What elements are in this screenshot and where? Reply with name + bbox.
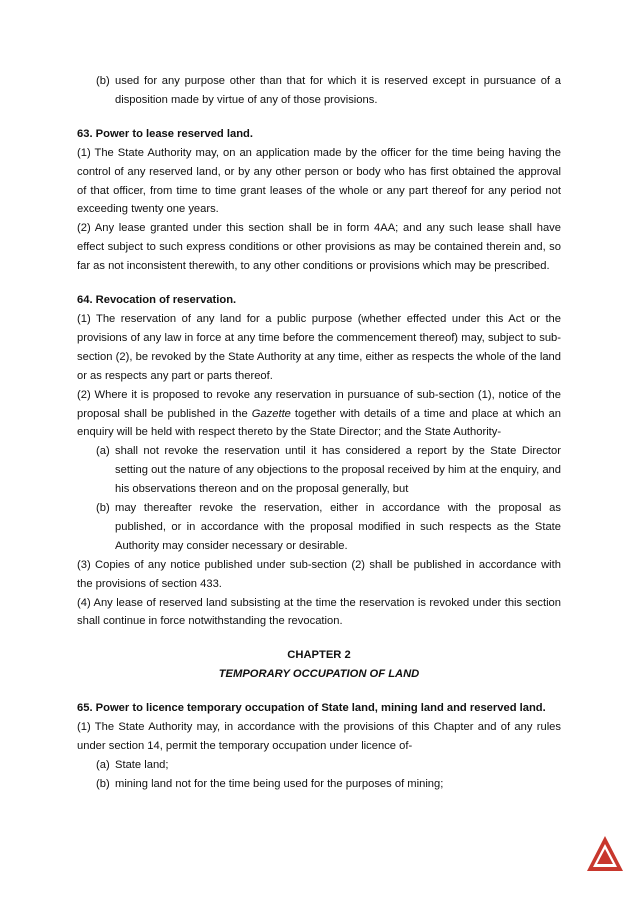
list-item-a	[77, 442, 561, 499]
section-64-subsection-4: (4) Any lease of reserved land subsisting at the time the reservation is revoked under this section shall continue in force notwithstanding the revocation.	[77, 596, 561, 628]
text-span: (2) Where it is proposed to revoke any reservation in pursuance of sub-section (1), notice of the proposal shall be published in the	[77, 388, 561, 420]
list-item-a	[77, 756, 561, 775]
chapter-title: CHAPTER 2	[287, 649, 351, 662]
list-item-b	[77, 775, 561, 794]
item-label: (a)	[96, 445, 110, 458]
item-label: (b)	[96, 502, 110, 515]
list-item-b	[77, 499, 561, 556]
section-64-subsection-1: (1) The reservation of any land for a public purpose (whether effected under this Act or the provisions of any law in force at any time before the commencement thereof) may, subject to sub-section (2), be revoked by the State Authority at any time, either as respects the whole of the land or as respects any part or parts thereof.	[77, 312, 561, 382]
section-64-subsection-3: (3) Copies of any notice published under sub-section (2) shall be published in accordance with the provisions of section 433.	[77, 558, 561, 590]
item-label: (b)	[96, 75, 110, 87]
section-63-subsection-2: (2) Any lease granted under this section shall be in form 4AA; and any such lease shall have effect subject to such express conditions or other provisions as may be contained therein and, so far as not inconsistent therewith, to any other conditions or provisions which may be prescribed.	[77, 222, 561, 273]
item-label: (a)	[96, 758, 110, 771]
section-65-heading: 65. Power to licence temporary occupation of State land, mining land and reserved land.	[77, 702, 546, 715]
section-64-heading: 64. Revocation of reservation.	[77, 294, 237, 307]
document-body	[77, 72, 561, 794]
item-text: mining land not for the time being used for the purposes of mining;	[115, 777, 444, 790]
gazette-italic: Gazette	[251, 407, 291, 420]
item-text: may thereafter revoke the reservation, either in accordance with the proposal as published, or in accordance with the proposal modified in such respects as the State Authority may consider necessary or desirable.	[115, 502, 561, 552]
item-text: shall not revoke the reservation until it has considered a report by the State Director setting out the nature of any objections to the proposal received by him at the enquiry, and his observations thereon and on the proposal generally, but	[115, 445, 561, 496]
item-label: (b)	[96, 777, 110, 790]
list-item-b-top	[77, 72, 561, 110]
text-span: together with details of a time and place at which an enquiry will be held with respect thereto by the State Director; and the State Authority-	[77, 407, 561, 439]
chapter-subtitle: TEMPORARY OCCUPATION OF LAND	[218, 668, 420, 681]
section-65-subsection-1: (1) The State Authority may, in accordance with the provisions of this Chapter and of any rules under section 14, permit the temporary occupation under licence of-	[77, 721, 561, 752]
item-text: used for any purpose other than that for which it is reserved except in pursuance of a disposition made by virtue of any of those provisions.	[115, 75, 561, 106]
section-64-subsection-2	[77, 386, 561, 443]
section-63-subsection-1: (1) The State Authority may, on an application made by the officer for the time being having the control of any reserved land, or by any other person or body who has first obtained the approval of that officer, from time to time grant leases of the whole or any part thereof for any period not exceeding twenty one years.	[77, 146, 561, 216]
item-text: State land;	[115, 758, 169, 771]
section-63-heading: 63. Power to lease reserved land.	[77, 127, 253, 140]
triangle-logo-icon	[585, 834, 625, 874]
